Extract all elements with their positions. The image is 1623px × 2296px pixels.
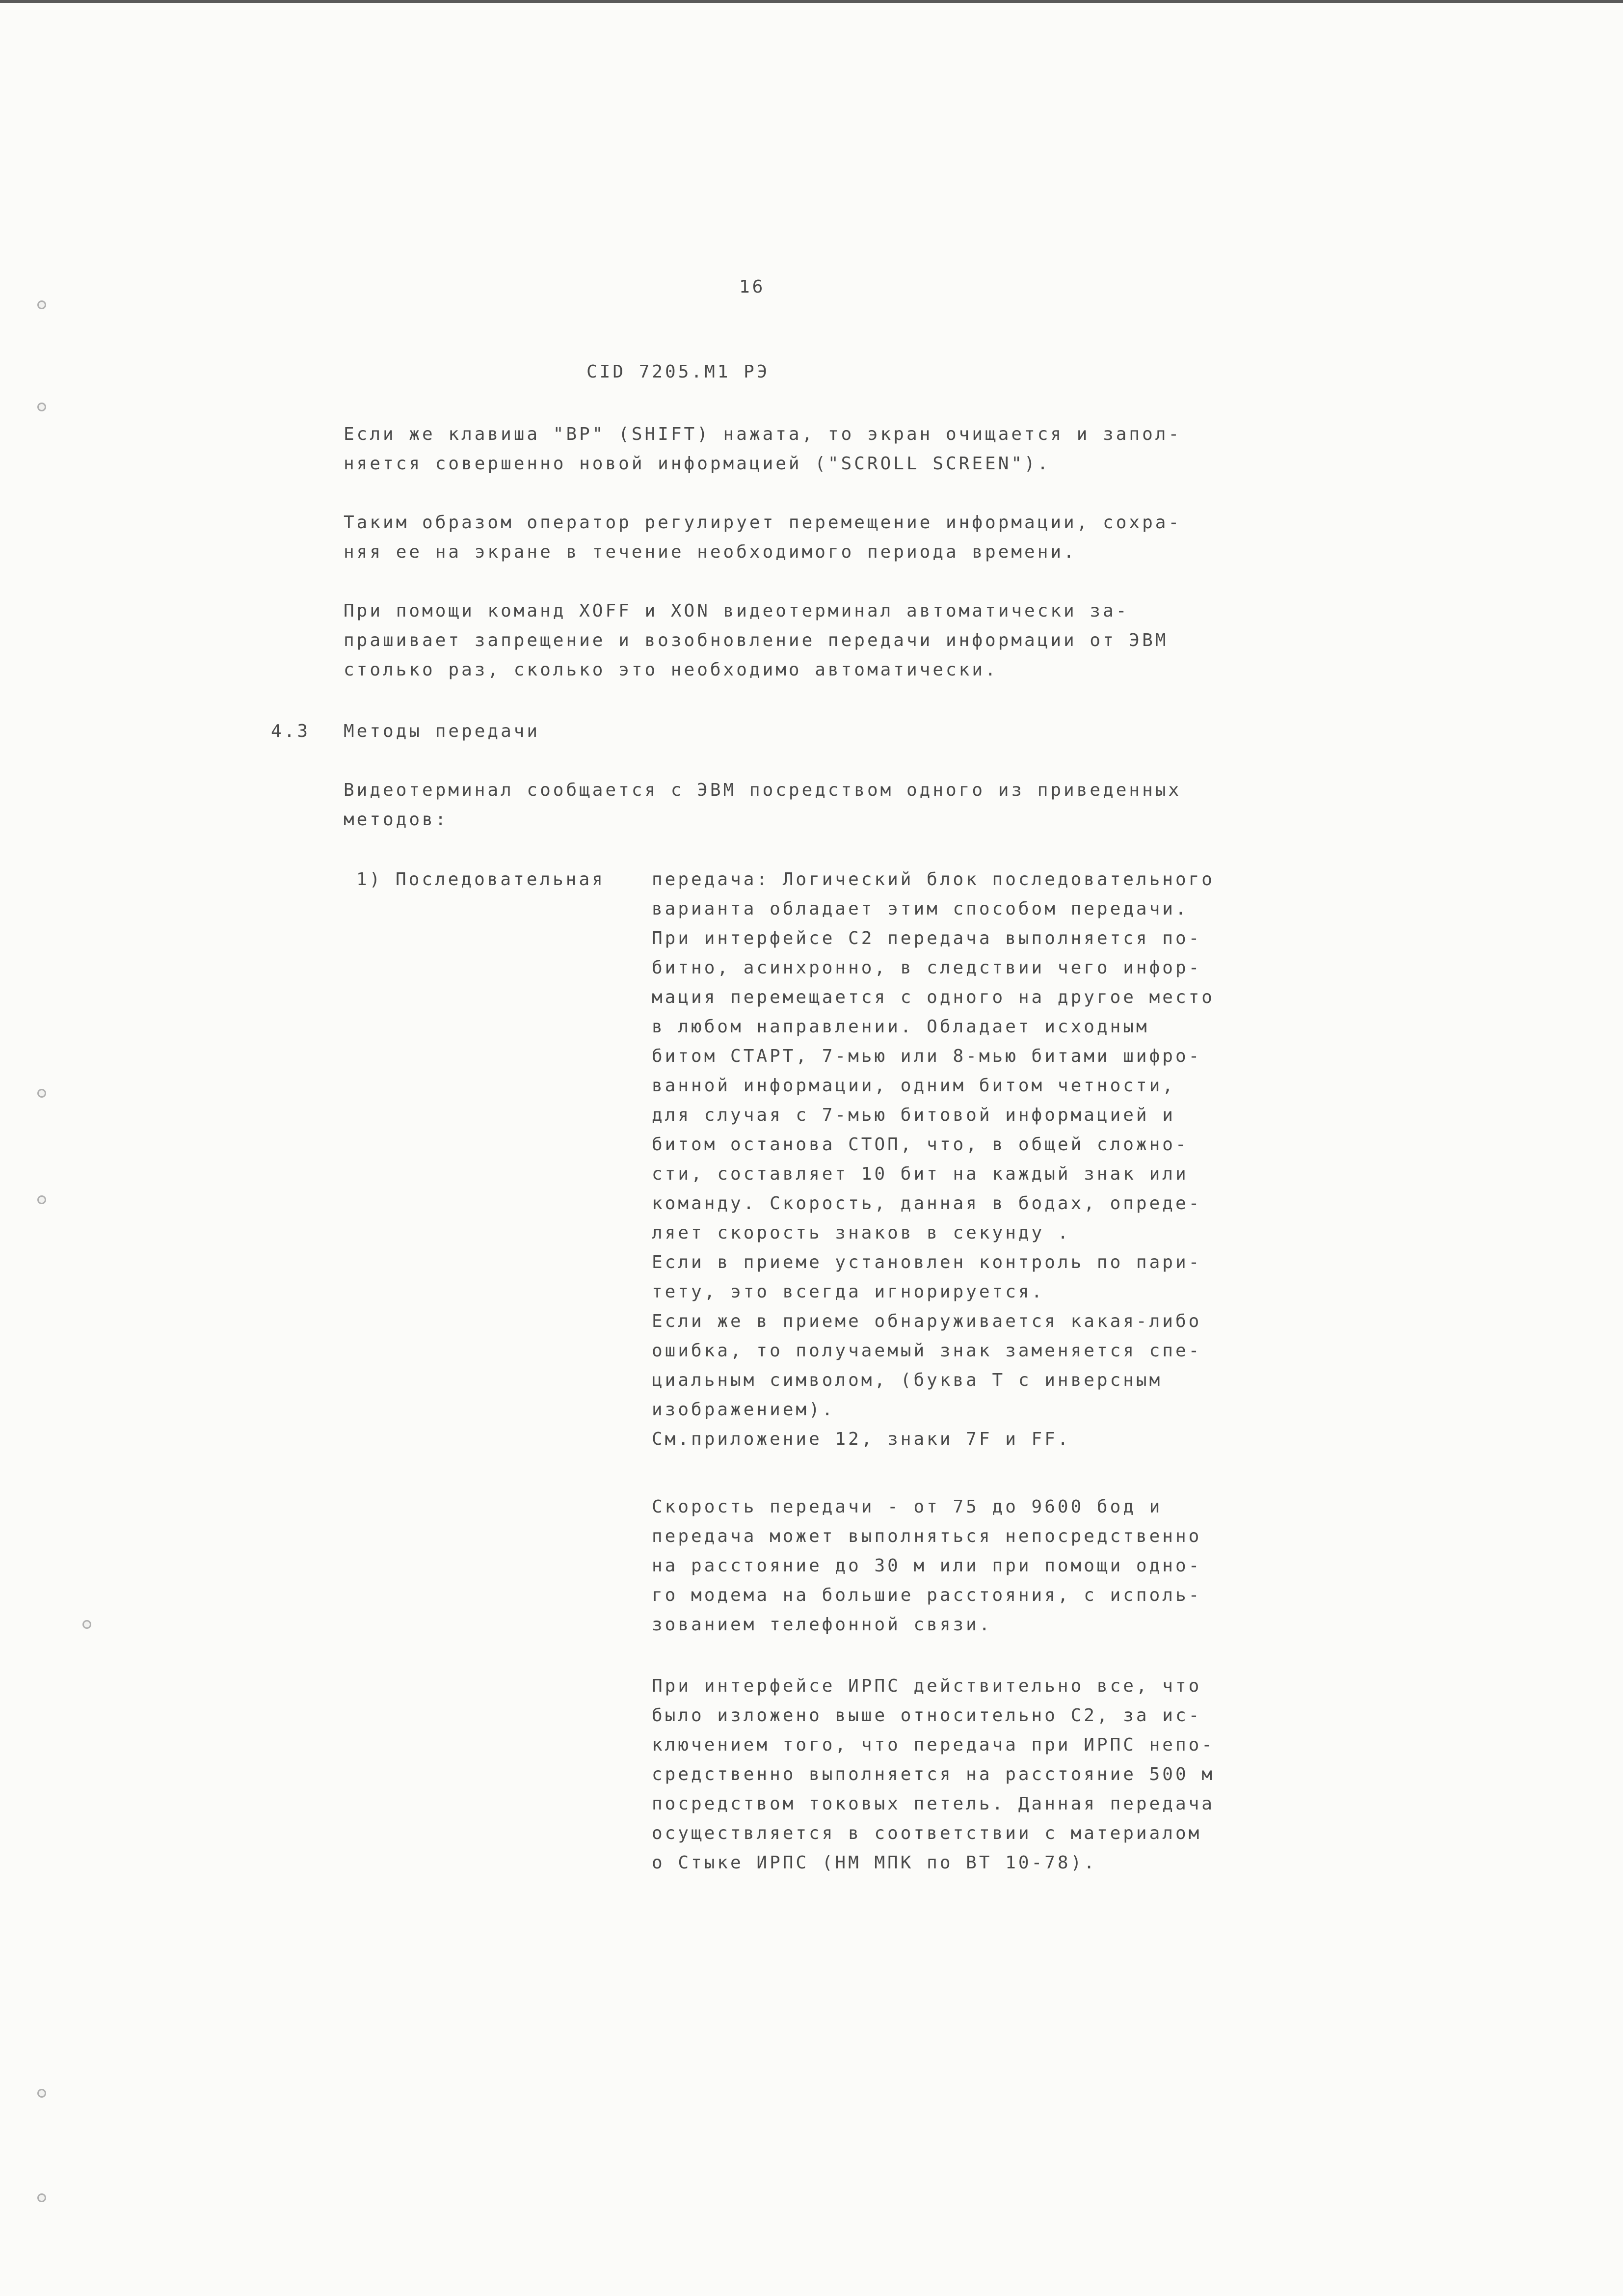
paragraph-line: мация перемещается с одного на другое место	[652, 987, 1215, 1007]
binder-hole-mark	[37, 403, 46, 411]
paragraph-line: осуществляется в соответствии с материалом	[652, 1823, 1202, 1843]
paragraph-line: битом СТАРТ, 7-мью или 8-мью битами шифро-	[652, 1046, 1202, 1066]
paragraph-line: битно, асинхронно, в следствии чего инфор-	[652, 958, 1202, 978]
paragraph-line: При помощи команд XOFF и XON видеотерминал автоматически за-	[344, 601, 1129, 621]
paragraph-line: зованием телефонной связи.	[652, 1615, 992, 1635]
paragraph-line: средственно выполняется на расстояние 500 м	[652, 1764, 1215, 1784]
paragraph-line: изображением).	[652, 1400, 835, 1420]
paragraph-line: посредством токовых петель. Данная передача	[652, 1794, 1215, 1814]
binder-hole-mark	[37, 1195, 46, 1204]
paragraph-line: прашивает запрещение и возобновление передачи информации от ЭВМ	[344, 630, 1169, 650]
paragraph-line: При интерфейсе С2 передача выполняется по-	[652, 928, 1202, 948]
paragraph-line: Таким образом оператор регулирует перемещение информации, сохра-	[344, 513, 1182, 533]
binder-hole-mark	[37, 1089, 46, 1098]
paragraph-line: о Стыке ИРПС (НМ МПК по ВТ 10-78).	[652, 1853, 1097, 1873]
paragraph-line: варианта обладает этим способом передачи.	[652, 899, 1189, 919]
paragraph-line: тету, это всегда игнорируется.	[652, 1282, 1045, 1302]
paragraph-line: ошибка, то получаемый знак заменяется спе-	[652, 1341, 1202, 1361]
paragraph-line: Если в приеме установлен контроль по пари-	[652, 1252, 1202, 1272]
paragraph-line: няя ее на экране в течение необходимого периода времени.	[344, 542, 1077, 562]
paragraph-line: ключением того, что передача при ИРПС непо-	[652, 1735, 1215, 1755]
paragraph-line: передача может выполняться непосредственно	[652, 1526, 1202, 1546]
section-number: 4.3	[271, 721, 311, 741]
section-title: Методы передачи	[344, 721, 540, 741]
binder-hole-mark	[37, 300, 46, 309]
binder-hole-mark	[37, 2193, 46, 2202]
paragraph-line: циальным символом, (буква Т с инверсным	[652, 1370, 1163, 1390]
paragraph-line: в любом направлении. Обладает исходным	[652, 1017, 1149, 1037]
paragraph-line: команду. Скорость, данная в бодах, опреде-	[652, 1193, 1202, 1214]
paragraph-line: Если же в приеме обнаруживается какая-либо	[652, 1311, 1202, 1331]
paragraph-line: на расстояние до 30 м или при помощи одно-	[652, 1556, 1202, 1576]
paragraph-line: сти, составляет 10 бит на каждый знак или	[652, 1164, 1189, 1184]
paragraph-line: Видеотерминал сообщается с ЭВМ посредством одного из приведенных	[344, 780, 1182, 800]
page-number: 16	[739, 277, 766, 297]
list-item-label: 1) Последовательная	[356, 869, 605, 890]
paragraph-line: ванной информации, одним битом четности,	[652, 1076, 1175, 1096]
paragraph-line: При интерфейсе ИРПС действительно все, что	[652, 1676, 1202, 1696]
paragraph-line: Если же клавиша "BP" (SHIFT) нажата, то экран очищается и запол-	[344, 424, 1182, 444]
paragraph-line: Скорость передачи - от 75 до 9600 бод и	[652, 1497, 1163, 1517]
paragraph-line: го модема на большие расстояния, с исполь-	[652, 1585, 1202, 1605]
paragraph-line: методов:	[344, 810, 449, 830]
paragraph-line: няется совершенно новой информацией ("SCROLL SCREEN").	[344, 454, 1051, 474]
paragraph-line: битом останова СТОП, что, в общей сложно-	[652, 1134, 1189, 1155]
paragraph-line: было изложено выше относительно С2, за ис-	[652, 1705, 1202, 1726]
paragraph-line: столько раз, сколько это необходимо автоматически.	[344, 660, 998, 680]
paragraph-line: ляет скорость знаков в секунду .	[652, 1223, 1071, 1243]
paragraph-line: для случая с 7-мью битовой информацией и	[652, 1105, 1175, 1125]
binder-hole-mark	[37, 2089, 46, 2098]
scan-edge	[0, 0, 1623, 3]
paragraph-line: См.приложение 12, знаки 7F и FF.	[652, 1429, 1071, 1449]
paragraph-line: передача: Логический блок последовательного	[652, 869, 1215, 890]
binder-hole-mark	[82, 1620, 91, 1629]
document-code: CID 7205.M1 РЭ	[586, 362, 770, 382]
